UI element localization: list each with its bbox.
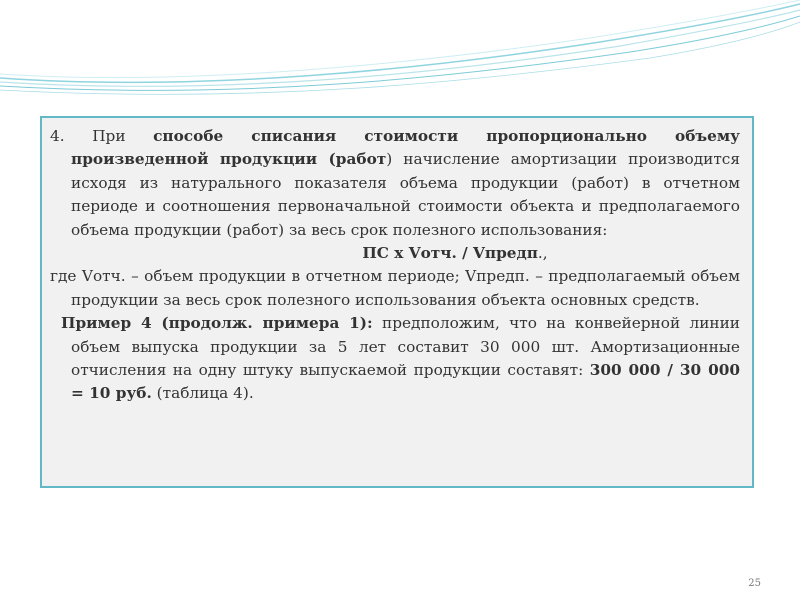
paragraph-method (50, 125, 740, 242)
definitions: где Vотч. – объем продукции в отчетном периоде; Vпредп. – предполагаемый объем продукции за весь срок полезного использования объекта основных средств. (50, 267, 740, 309)
example-tail: (таблица 4). (151, 384, 254, 403)
formula-tail: . (537, 244, 543, 263)
decorative-waves (0, 0, 800, 100)
example-label: Пример 4 (продолж. примера 1): (61, 314, 373, 333)
page-number: 25 (748, 578, 761, 589)
formula-expression: ПС х Vотч. / Vпредп (362, 244, 538, 263)
paragraph-rest: ) начисление амортизации производится исходя из натурального показателя объема продукции (работ) в отчетном периоде и соотношения первоначальной стоимости объекта и предполагаемого объема продукции (работ) за весь срок полезного использования: (71, 150, 741, 239)
example-text: предположим, что на конвейерной линии объем выпуска продукции за 5 лет составит 30 000 шт. Амортизационные отчисления на одну штуку выпускаемой продукции составят: (71, 314, 740, 380)
method-name: способе списания стоимости пропорционально объему произведенной продукции (работ (71, 127, 740, 169)
content-box (40, 116, 754, 488)
example-paragraph (50, 312, 740, 406)
formula: ПС х Vотч. / Vпредп., (362, 244, 548, 263)
example-calculation: 300 000 / 30 000 = 10 руб. (71, 361, 741, 403)
paragraph-intro: При (92, 127, 126, 145)
paragraph-number: 4. (50, 127, 65, 145)
